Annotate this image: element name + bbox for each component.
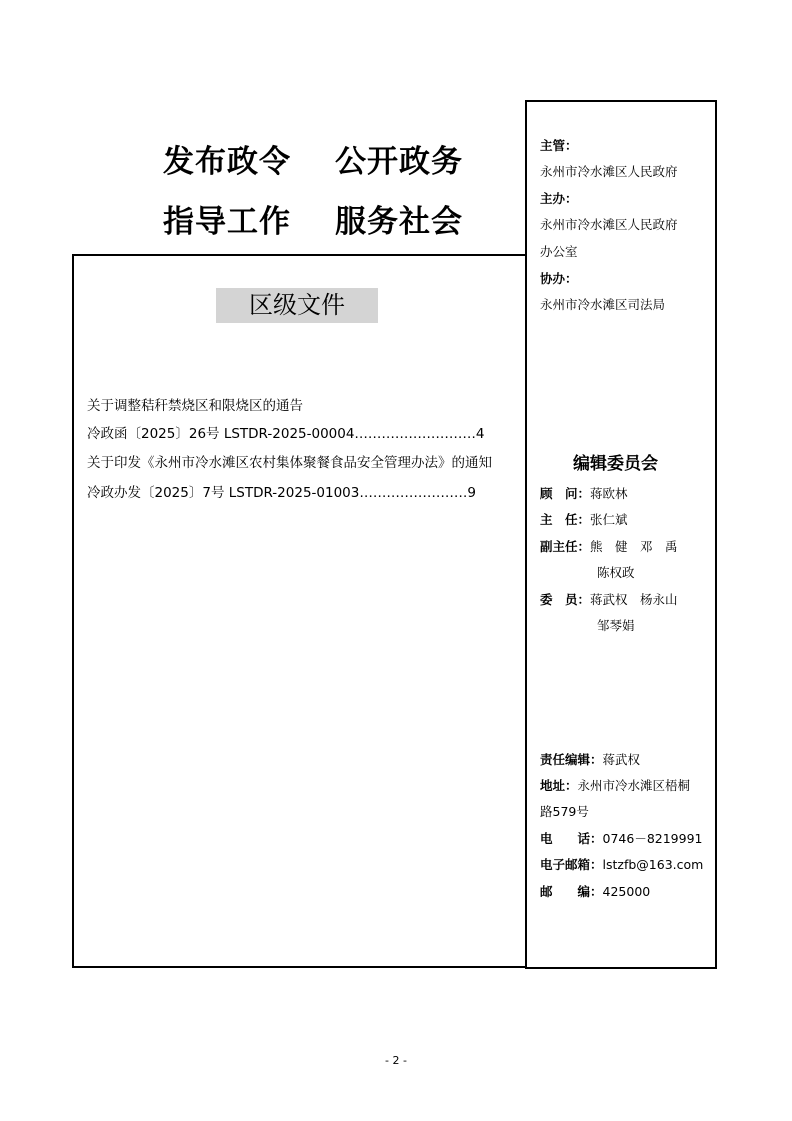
host-value: 永州市冷水滩区人民政府 [540, 217, 678, 232]
deputy-value: 陈权政 [597, 565, 635, 580]
toc-item-ref[interactable]: 冷政办发〔2025〕7号 LSTDR-2025-01003……………………9 [87, 485, 476, 501]
contents-box [72, 254, 526, 968]
page-number: - 2 - [385, 1054, 407, 1067]
phone-row [540, 829, 703, 847]
toc-item-title[interactable]: 关于调整秸秆禁烧区和限烧区的通告 [87, 398, 303, 414]
slogan-line-2 [163, 196, 463, 241]
slogan-text: 服务社会 [335, 204, 463, 240]
editor-label: 责任编辑： [540, 752, 603, 767]
advisor-row [540, 484, 628, 502]
advisor-label: 顾 问： [540, 486, 591, 501]
phone-label: 电 话： [540, 831, 603, 846]
members-row [540, 590, 678, 608]
editor-row [540, 750, 640, 768]
director-row [540, 510, 628, 528]
editor-value: 蒋武权 [602, 752, 641, 767]
email-label: 电子邮箱： [540, 857, 603, 872]
email-row [540, 855, 703, 873]
address-value: 路579号 [540, 804, 589, 819]
co-host-value: 永州市冷水滩区司法局 [540, 297, 666, 312]
director-value: 张仁斌 [590, 512, 628, 527]
supervisor-value: 永州市冷水滩区人民政府 [540, 164, 678, 179]
toc-item-ref[interactable]: 冷政函〔2025〕26号 LSTDR-2025-00004………………………4 [87, 426, 485, 442]
email-value[interactable]: lstzfb@163.com [602, 857, 704, 872]
zip-row [540, 882, 650, 900]
zip-value: 425000 [602, 884, 651, 899]
director-label: 主 任： [540, 512, 591, 527]
slogan-text: 发布政令 [163, 144, 291, 180]
host-label: 主办： [540, 191, 578, 206]
slogan-text: 公开政务 [335, 144, 463, 180]
address-value: 永州市冷水滩区梧桐 [577, 778, 691, 793]
address-row [540, 776, 690, 794]
deputy-value: 熊 健 邓 禹 [590, 539, 678, 554]
toc-item-title[interactable]: 关于印发《永州市冷水滩区农村集体聚餐食品安全管理办法》的通知 [87, 455, 492, 471]
deputy-label: 副主任： [540, 539, 591, 554]
members-value: 蒋武权 杨永山 [590, 592, 678, 607]
co-host-label: 协办： [540, 271, 578, 286]
slogan-line-1 [163, 136, 463, 181]
zip-label: 邮 编： [540, 884, 603, 899]
address-label: 地址： [540, 778, 578, 793]
members-value: 邹琴娟 [597, 618, 635, 633]
deputy-row [540, 537, 678, 555]
section-label: 区级文件 [216, 288, 378, 323]
host-value: 办公室 [540, 244, 578, 259]
slogan-text: 指导工作 [163, 204, 291, 240]
supervisor-label: 主管： [540, 138, 578, 153]
committee-title: 编辑委员会 [573, 454, 658, 474]
phone-value: 0746－8219991 [602, 831, 703, 846]
members-label: 委 员： [540, 592, 591, 607]
advisor-value: 蒋欧林 [590, 486, 628, 501]
